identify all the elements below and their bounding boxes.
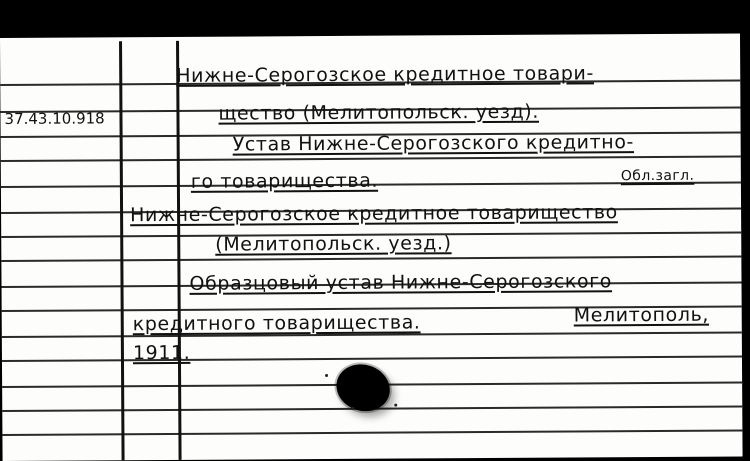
entry-line-2: щество (Мелитопольск. уезд). — [218, 100, 539, 125]
entry-line-3: Устав Нижне-Серогозского кредитно- — [232, 131, 635, 156]
ink-speck — [351, 407, 354, 410]
card-rule — [2, 355, 742, 361]
entry-place: Мелитополь, — [573, 303, 710, 327]
ink-speck — [325, 374, 328, 377]
ink-speck — [394, 404, 397, 407]
entry-year: 1911. — [132, 341, 191, 365]
entry-line-5: Нижне-Серогозское кредитное товарищество — [130, 201, 618, 227]
catalog-card — [0, 33, 743, 461]
call-number: 37.43.10.918 — [4, 109, 105, 128]
card-rule — [1, 155, 741, 161]
entry-line-6: (Мелитопольск. уезд.) — [215, 232, 452, 256]
margin-line-right — [176, 41, 182, 460]
entry-line-7: Образцовый устав Нижне-Серогозского — [189, 270, 613, 295]
entry-note-obl-zagl: Обл.загл. — [620, 167, 695, 185]
card-rule — [2, 429, 742, 435]
card-rule — [1, 255, 741, 261]
entry-line-8: кредитного товарищества. — [132, 311, 421, 336]
margin-line-left — [119, 41, 125, 460]
entry-line-4: го товарищества. — [190, 169, 379, 193]
entry-line-1: Нижне-Серогозское кредитное товари- — [176, 62, 594, 87]
